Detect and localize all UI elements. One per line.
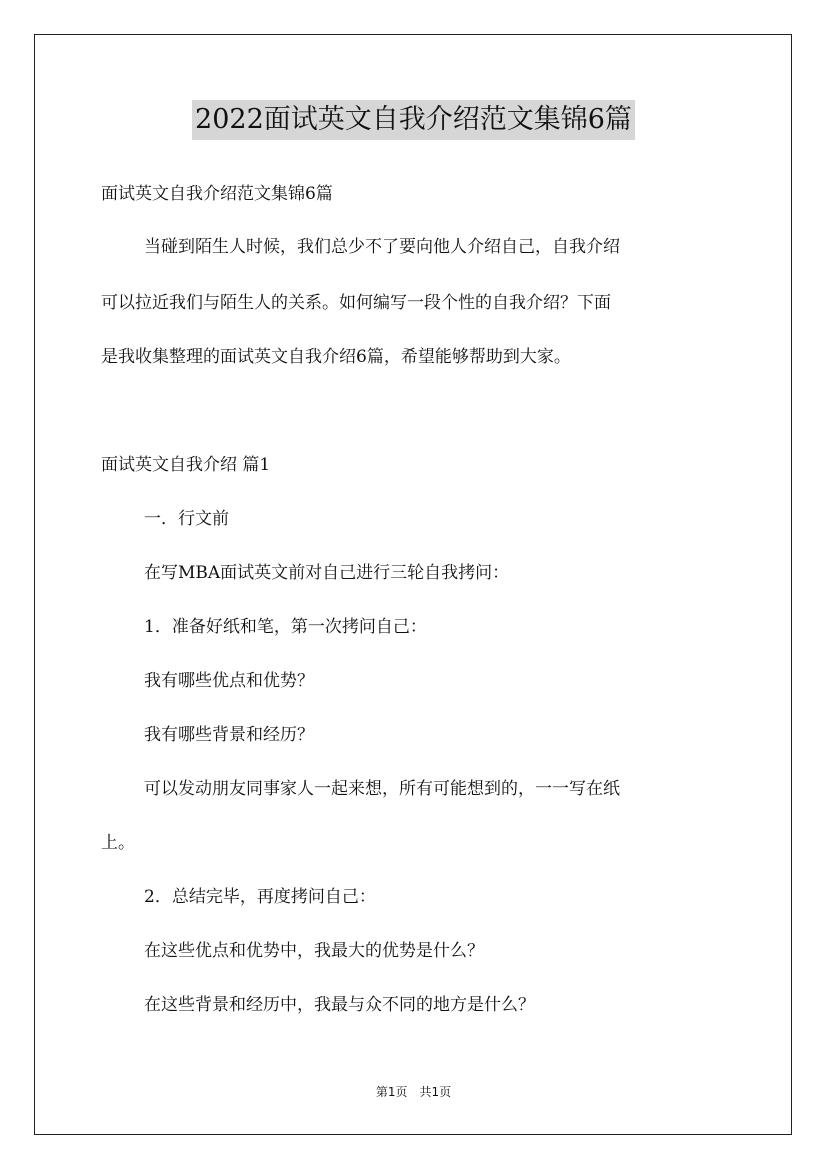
paragraph-line: 在写MBA面试英文前对自己进行三轮自我拷问：: [144, 563, 510, 583]
paragraph-line: 在这些背景和经历中，我最与众不同的地方是什么？: [144, 995, 535, 1015]
paragraph-line: 是我收集整理的面试英文自我介绍6篇，希望能够帮助到大家。: [101, 347, 571, 367]
paragraph-line: 在这些优点和优势中，我最大的优势是什么？: [144, 941, 484, 961]
title-container: [0, 100, 827, 140]
paragraph-line: 当碰到陌生人时候，我们总少不了要向他人介绍自己，自我介绍: [144, 237, 620, 257]
paragraph-line: 可以发动朋友同事家人一起来想，所有可能想到的，一一写在纸: [144, 779, 620, 799]
paragraph-line: 可以拉近我们与陌生人的关系。如何编写一段个性的自我介绍？下面: [101, 293, 611, 313]
paragraph-line: 我有哪些优点和优势？: [144, 671, 314, 691]
paragraph-line: 2．总结完毕，再度拷问自己：: [144, 887, 376, 907]
document-title: 2022面试英文自我介绍范文集锦6篇: [192, 100, 635, 140]
paragraph-line: 我有哪些背景和经历？: [144, 725, 314, 745]
section-heading: 面试英文自我介绍 篇1: [101, 455, 271, 475]
paragraph-line: 一．行文前: [144, 509, 229, 529]
paragraph-line: 1．准备好纸和笔，第一次拷问自己：: [144, 617, 427, 637]
subtitle-line: 面试英文自我介绍范文集锦6篇: [101, 184, 333, 204]
paragraph-line: 上。: [101, 833, 135, 853]
page-footer: 第1页 共1页: [375, 1085, 452, 1099]
